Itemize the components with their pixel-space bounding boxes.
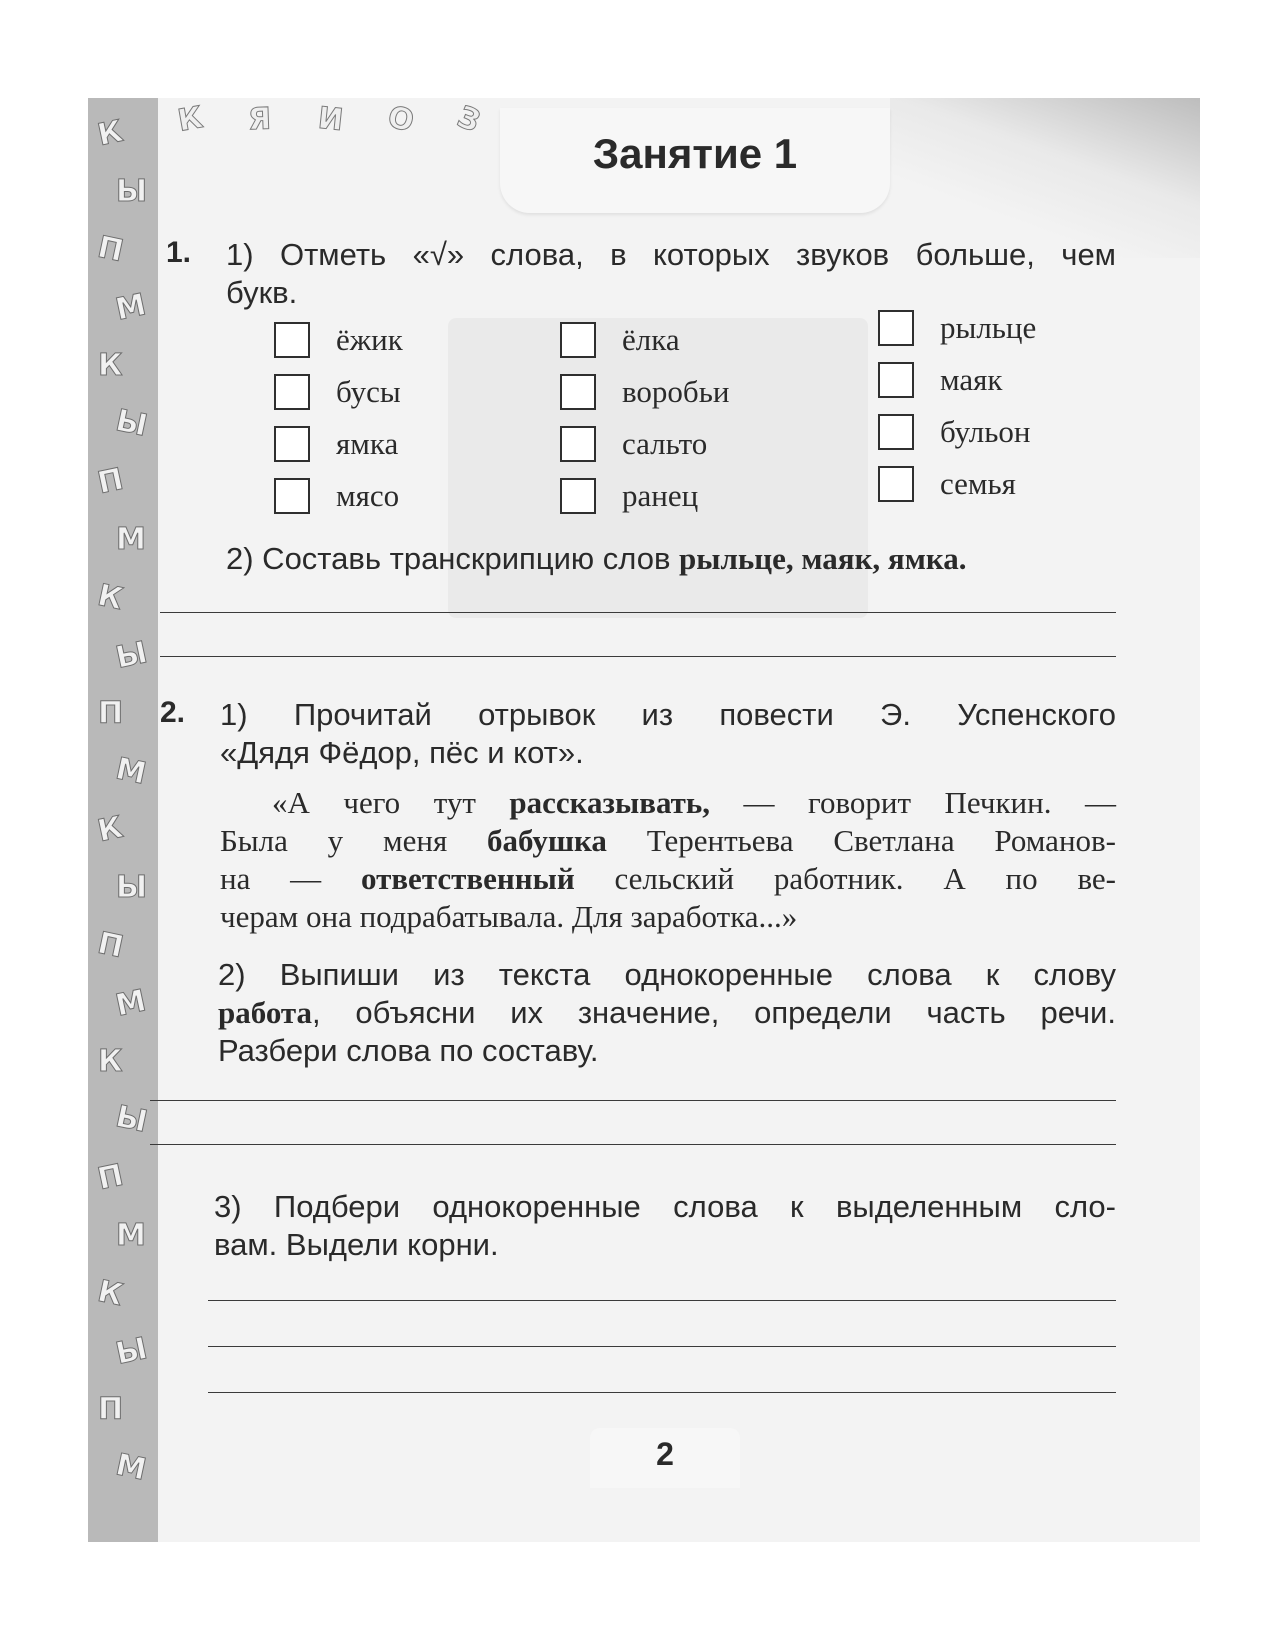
task-2-q1-text: 1) Прочитай отрывок из повести Э. Успенского xyxy=(220,697,1116,732)
decorative-letter: М xyxy=(116,1218,146,1253)
answer-line[interactable] xyxy=(160,656,1116,657)
decorative-letter: К xyxy=(94,1273,126,1314)
task-1-number: 1. xyxy=(166,236,192,269)
word-checkbox[interactable] xyxy=(274,426,310,462)
task-2-q2-text: 2) Выпиши из текста однокоренные слова к слову xyxy=(218,957,1116,992)
word-option[interactable] xyxy=(274,426,398,462)
word-label: сальто xyxy=(622,426,708,461)
decorative-letter: Ы xyxy=(116,870,148,905)
word-checkbox[interactable] xyxy=(878,310,914,346)
page-number: 2 xyxy=(656,1436,674,1472)
word-option[interactable] xyxy=(274,478,399,514)
word-label: воробьи xyxy=(622,374,730,409)
task-1-q2-words: рыльце, маяк, ямка. xyxy=(679,541,967,576)
quote-line-4: черам она подрабатывала. Для заработка...» xyxy=(220,899,798,934)
page-curl-shading xyxy=(890,98,1200,258)
word-label: ранец xyxy=(622,478,699,513)
quote-line-3 xyxy=(220,860,1116,898)
word-checkbox[interactable] xyxy=(560,374,596,410)
word-option[interactable] xyxy=(878,362,1002,398)
word-option[interactable] xyxy=(560,426,707,462)
lesson-title-tab xyxy=(500,108,890,213)
decorative-letter: Ы xyxy=(112,403,151,444)
task-1-q1-text-cont: букв. xyxy=(226,275,298,310)
decorative-letter: П xyxy=(98,696,124,731)
word-option[interactable] xyxy=(274,374,401,410)
decorative-letter: Ы xyxy=(112,1331,151,1372)
decorative-letter: К xyxy=(94,577,126,618)
word-label: ямка xyxy=(336,426,399,461)
word-checkbox[interactable] xyxy=(274,478,310,514)
word-option[interactable] xyxy=(274,322,403,358)
decorative-letter: М xyxy=(112,287,150,328)
word-option[interactable] xyxy=(878,414,1030,450)
word-checkbox[interactable] xyxy=(560,478,596,514)
task-2-q2-text-cont xyxy=(218,994,1116,1032)
quote-line-1 xyxy=(272,784,1116,822)
decorative-letter: К xyxy=(94,113,126,154)
decorative-letter: З xyxy=(452,99,486,140)
decorative-letter-strip xyxy=(88,98,158,1542)
answer-line[interactable] xyxy=(160,612,1116,613)
decorative-letter: П xyxy=(94,461,127,502)
decorative-letter: М xyxy=(112,1447,150,1488)
decorative-letter: П xyxy=(94,925,127,966)
word-option[interactable] xyxy=(560,478,698,514)
word-option[interactable] xyxy=(560,374,729,410)
answer-line[interactable] xyxy=(208,1392,1116,1393)
word-checkbox[interactable] xyxy=(878,466,914,502)
decorative-letter: П xyxy=(98,1392,124,1427)
task-1-q2-text xyxy=(226,540,966,578)
answer-line[interactable] xyxy=(208,1300,1116,1301)
quote-line-2 xyxy=(220,822,1116,860)
task-1-q1-text: 1) Отметь «√» слова, в которых звуков больше, чем xyxy=(226,237,1116,272)
task-2-q2-text-rest: , объясни их значение, определи часть речи. xyxy=(312,995,1116,1030)
decorative-letter: Ы xyxy=(112,1099,151,1140)
word-option[interactable] xyxy=(878,310,1036,346)
task-2-q2-text-end: Разбери слова по составу. xyxy=(218,1033,599,1068)
answer-line[interactable] xyxy=(150,1144,1116,1145)
word-label: ёжик xyxy=(336,322,403,357)
word-checkbox[interactable] xyxy=(560,322,596,358)
word-checkbox[interactable] xyxy=(878,414,914,450)
word-checkbox[interactable] xyxy=(274,322,310,358)
quote-highlight-word: бабушка xyxy=(487,823,607,858)
decorative-letter: К xyxy=(175,100,206,139)
word-label: бусы xyxy=(336,374,401,409)
page-number-tab xyxy=(590,1428,740,1488)
decorative-letter: М xyxy=(116,522,146,557)
page-title: Занятие 1 xyxy=(592,130,798,177)
word-label: маяк xyxy=(940,362,1003,397)
word-label: рыльце xyxy=(940,310,1037,345)
word-label: бульон xyxy=(940,414,1031,449)
quote-highlight-word: ответственный xyxy=(361,861,575,896)
quote-highlight-word: рассказывать, xyxy=(509,785,711,820)
decorative-letter: К xyxy=(98,1044,123,1079)
decorative-letter: П xyxy=(94,1157,127,1198)
word-option[interactable] xyxy=(878,466,1016,502)
decorative-letter: Я xyxy=(247,101,272,138)
answer-line[interactable] xyxy=(208,1346,1116,1347)
word-checkbox[interactable] xyxy=(274,374,310,410)
decorative-letter: К xyxy=(94,809,126,850)
word-label: семья xyxy=(940,466,1016,501)
quote-text: на — xyxy=(220,861,361,896)
word-label: мясо xyxy=(336,478,400,513)
task-2-keyword: работа xyxy=(218,995,313,1030)
decorative-letter: О xyxy=(384,99,418,140)
decorative-letter: Ы xyxy=(112,635,151,676)
task-2-number: 2. xyxy=(160,696,186,729)
decorative-letter: М xyxy=(112,751,150,792)
decorative-letter: К xyxy=(98,348,123,383)
quote-text: Была у меня xyxy=(220,823,488,858)
word-checkbox[interactable] xyxy=(878,362,914,398)
word-checkbox[interactable] xyxy=(560,426,596,462)
task-2-q3-text-cont: вам. Выдели корни. xyxy=(214,1227,499,1262)
task-1-q2-label: 2) Составь транскрипцию слов xyxy=(226,541,671,576)
quote-text: Терентьева Светлана Романов- xyxy=(606,823,1116,858)
answer-line[interactable] xyxy=(150,1100,1116,1101)
decorative-top-letters xyxy=(158,98,558,158)
quote-text: — говорит Печкин. — xyxy=(710,785,1116,820)
quote-text: «А чего тут xyxy=(272,785,510,820)
task-2-q3-text: 3) Подбери однокоренные слова к выделенным сло- xyxy=(214,1189,1116,1224)
decorative-letter: М xyxy=(112,983,150,1024)
quote-text: сельский работник. А по ве- xyxy=(574,861,1116,896)
decorative-letter: Ы xyxy=(116,174,148,209)
word-option[interactable] xyxy=(560,322,680,358)
decorative-letter: И xyxy=(316,100,345,139)
word-label: ёлка xyxy=(622,322,680,357)
decorative-letter: П xyxy=(94,229,127,270)
task-2-q1-text-cont: «Дядя Фёдор, пёс и кот». xyxy=(220,735,584,770)
